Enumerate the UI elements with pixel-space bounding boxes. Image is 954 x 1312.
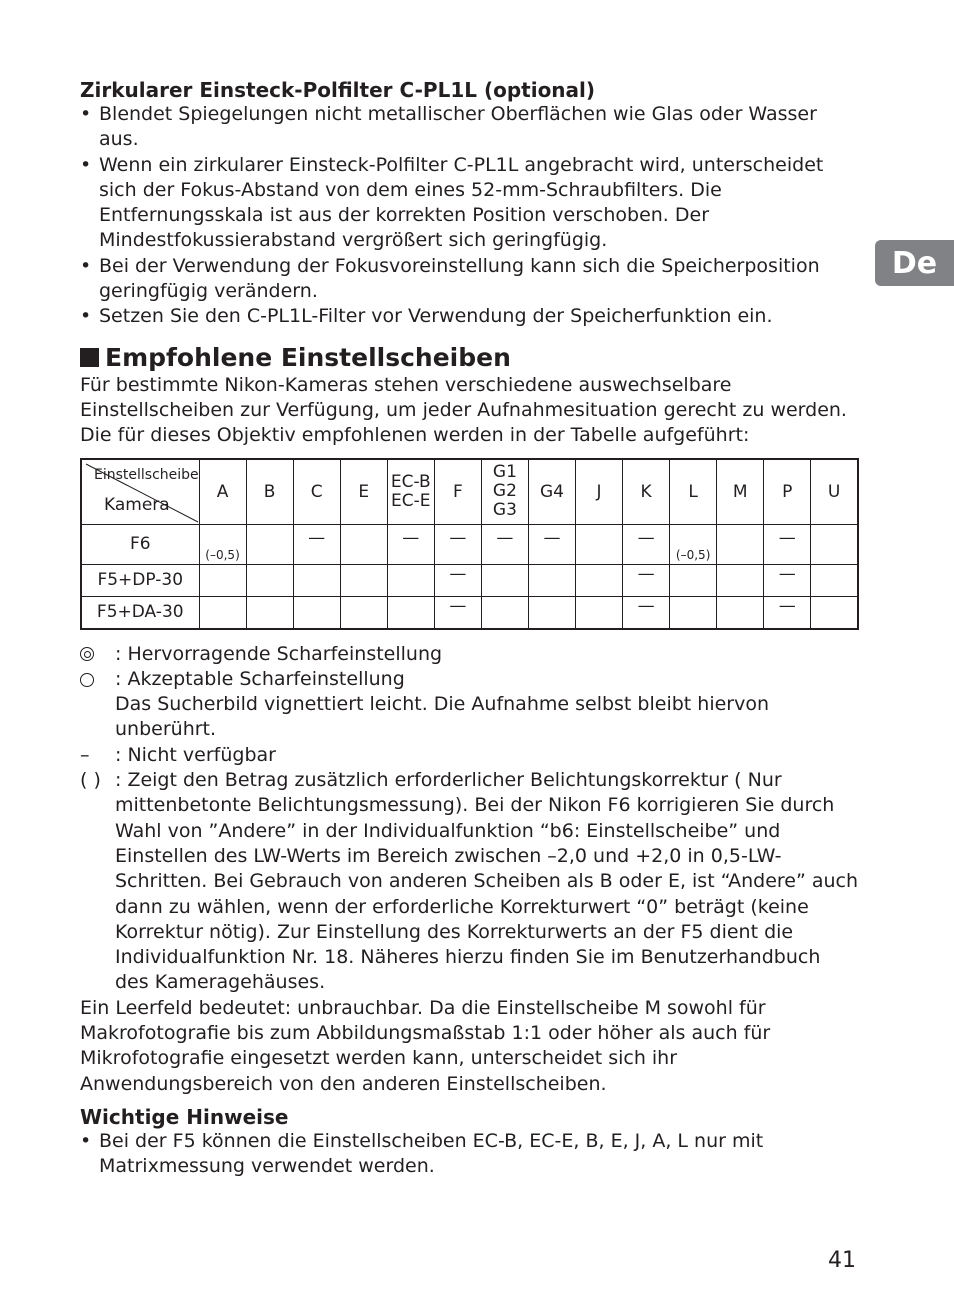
page-number: 41 <box>828 1248 856 1273</box>
double-circle-icon <box>80 647 94 661</box>
polfilter-list <box>80 102 860 330</box>
column-header: B <box>246 459 293 525</box>
column-header: E <box>340 459 387 525</box>
table-cell <box>717 596 764 629</box>
table-cell <box>811 524 858 564</box>
legend-acceptable <box>80 667 860 692</box>
table-cell <box>717 524 764 564</box>
table-header-row <box>81 459 858 525</box>
table-cell <box>576 596 623 629</box>
column-header: P <box>764 459 811 525</box>
column-header: M <box>717 459 764 525</box>
table-cell <box>340 596 387 629</box>
column-header: F <box>434 459 481 525</box>
notes-list <box>80 1129 860 1180</box>
notes-bullet: • Bei der F5 können die Einstellscheiben EC-B, EC-E, B, E, J, A, L nur mit Matrixmessung verwendet werden. <box>80 1129 860 1180</box>
column-header: G1 G2 G3 <box>481 459 528 525</box>
table-cell <box>764 524 811 564</box>
table-cell <box>481 564 528 596</box>
table-cell <box>387 596 434 629</box>
table-cell <box>670 564 717 596</box>
camera-cell: F5+DA-30 <box>81 596 199 629</box>
polfilter-title: Zirkularer Einsteck-Polfilter C-PL1L (optional) <box>80 78 596 102</box>
blank-field-note: Ein Leerfeld bedeutet: unbrauchbar. Da die Einstellscheibe M sowohl für Makrofotografie bis zum Abbildungsmaßstab 1:1 oder höher als auch für Mikrofotografie eingesetzt werden kann, unterscheidet sich ihr Anwendungsbereich von den anderen Einstellscheiben. <box>80 996 771 1095</box>
table-cell <box>340 564 387 596</box>
not-available-mark: — <box>543 528 561 549</box>
table-cell <box>764 596 811 629</box>
correction-value: (–0,5) <box>675 547 711 562</box>
not-available-mark: — <box>778 564 796 585</box>
table-row <box>81 596 858 629</box>
correction-value: (–0,5) <box>205 547 240 562</box>
corner-screen-label: Einstellscheibe <box>94 466 199 483</box>
legend-excellent <box>80 642 860 667</box>
table-cell <box>293 564 340 596</box>
table-cell <box>811 596 858 629</box>
language-tab: De <box>875 240 954 286</box>
table-cell <box>434 524 481 564</box>
table-cell <box>576 564 623 596</box>
legend <box>80 642 860 996</box>
not-available-mark: — <box>308 528 326 549</box>
column-header: G4 <box>528 459 575 525</box>
not-available-mark: — <box>402 528 420 549</box>
table-cell <box>528 596 575 629</box>
table-cell <box>623 524 670 564</box>
table-cell <box>481 596 528 629</box>
table-cell <box>811 564 858 596</box>
table-cell <box>528 564 575 596</box>
table-cell <box>293 524 340 564</box>
column-header: C <box>293 459 340 525</box>
polfilter-bullet: • Setzen Sie den C-PL1L-Filter vor Verwendung der Speicherfunktion ein. <box>80 304 860 329</box>
corner-camera-label: Kamera <box>104 494 170 515</box>
column-header: L <box>670 459 717 525</box>
legend-na-symbol: – <box>80 743 90 766</box>
table-cell <box>387 564 434 596</box>
table-cell <box>764 564 811 596</box>
not-available-mark: — <box>778 528 796 549</box>
legend-paren-text: : Zeigt den Betrag zusätzlich erforderlicher Belichtungskorrektur ( Nur mittenbetonte Belichtungsmessung). Bei der Nikon F6 korrigieren Sie durch Wahl von ”Andere” in der Individualfunktion “b6: Einstellscheibe” und Einstellen des LW-Werts im Bereich zwischen –2,0 und +2,0 in 0,5-LW-Schritten. Bei Gebrauch von anderen Scheiben als B oder E, ist “Andere” auch dann zu wählen, wenn der erforderliche Korrekturwert “0” beträgt (keine Korrektur nötig). Zur Einstellung des Korrekturwerts an der F5 dient die Individualfunktion Nr. 18. Näheres hierzu finden Sie im Benutzerhandbuch des Kameragehäuses. <box>115 769 859 994</box>
polfilter-bullet: • Wenn ein zirkularer Einsteck-Polfilter C-PL1L angebracht wird, unterscheidet sich der Fokus-Abstand von dem eines 52-mm-Schraubfilters. Die Entfernungsskala ist aus der korrekten Position verschoben. Der Mindestfokussierabstand vergrößert sich geringfügig. <box>80 153 860 254</box>
table-corner-cell <box>81 459 199 525</box>
column-header: K <box>623 459 670 525</box>
page-content <box>80 78 860 1180</box>
square-bullet-icon <box>80 348 99 367</box>
table-cell <box>623 564 670 596</box>
table-cell <box>199 524 246 564</box>
section-intro: Für bestimmte Nikon-Kameras stehen verschiedene auswechselbare Einstellscheiben zur Verfügung, um jeder Aufnahmesituation gerecht zu werden. Die für dieses Objektiv empfohlenen werden in der Tabelle aufgeführt: <box>80 373 847 447</box>
legend-na-text: : Nicht verfügbar <box>115 743 276 766</box>
table-cell <box>623 596 670 629</box>
table-cell <box>717 564 764 596</box>
section-heading <box>80 343 860 373</box>
table-cell <box>199 596 246 629</box>
table-cell <box>199 564 246 596</box>
table-cell <box>670 596 717 629</box>
table-cell <box>481 524 528 564</box>
legend-na <box>80 743 860 768</box>
not-available-mark: — <box>449 596 467 617</box>
column-header: U <box>811 459 858 525</box>
section-title: Empfohlene Einstellscheiben <box>105 342 511 372</box>
table-cell <box>293 596 340 629</box>
legend-paren-symbol: ( ) <box>80 769 101 792</box>
table-row <box>81 564 858 596</box>
legend-paren <box>80 768 860 996</box>
legend-acceptable-text: : Akzeptable Scharfeinstellung <box>115 667 405 690</box>
not-available-mark: — <box>637 528 655 549</box>
table-body <box>81 524 858 629</box>
table-cell <box>340 524 387 564</box>
table-cell <box>576 524 623 564</box>
camera-cell: F5+DP-30 <box>81 564 199 596</box>
not-available-mark: — <box>637 564 655 585</box>
column-header: A <box>199 459 246 525</box>
polfilter-bullet: • Bei der Verwendung der Fokusvoreinstellung kann sich die Speicherposition geringfügig verändern. <box>80 254 860 305</box>
table-cell <box>434 596 481 629</box>
column-header: EC-B EC-E <box>387 459 434 525</box>
camera-cell: F6 <box>81 524 199 564</box>
circle-icon <box>80 673 94 687</box>
not-available-mark: — <box>778 596 796 617</box>
not-available-mark: — <box>637 596 655 617</box>
polfilter-bullet: • Blendet Spiegelungen nicht metallischer Oberflächen wie Glas oder Wasser aus. <box>80 102 860 153</box>
table-cell <box>246 596 293 629</box>
focusing-screen-table <box>80 458 859 630</box>
not-available-mark: — <box>449 528 467 549</box>
column-header: J <box>576 459 623 525</box>
table-cell <box>246 524 293 564</box>
table-cell <box>434 564 481 596</box>
table-row <box>81 524 858 564</box>
legend-excellent-text: : Hervorragende Scharfeinstellung <box>115 642 443 665</box>
table-cell <box>387 524 434 564</box>
table-cell <box>246 564 293 596</box>
table-cell <box>670 524 717 564</box>
notes-title: Wichtige Hinweise <box>80 1104 289 1129</box>
not-available-mark: — <box>496 528 514 549</box>
legend-acceptable-note: Das Sucherbild vignettiert leicht. Die Aufnahme selbst bleibt hiervon unberührt. <box>115 693 770 741</box>
table-cell <box>528 524 575 564</box>
not-available-mark: — <box>449 564 467 585</box>
